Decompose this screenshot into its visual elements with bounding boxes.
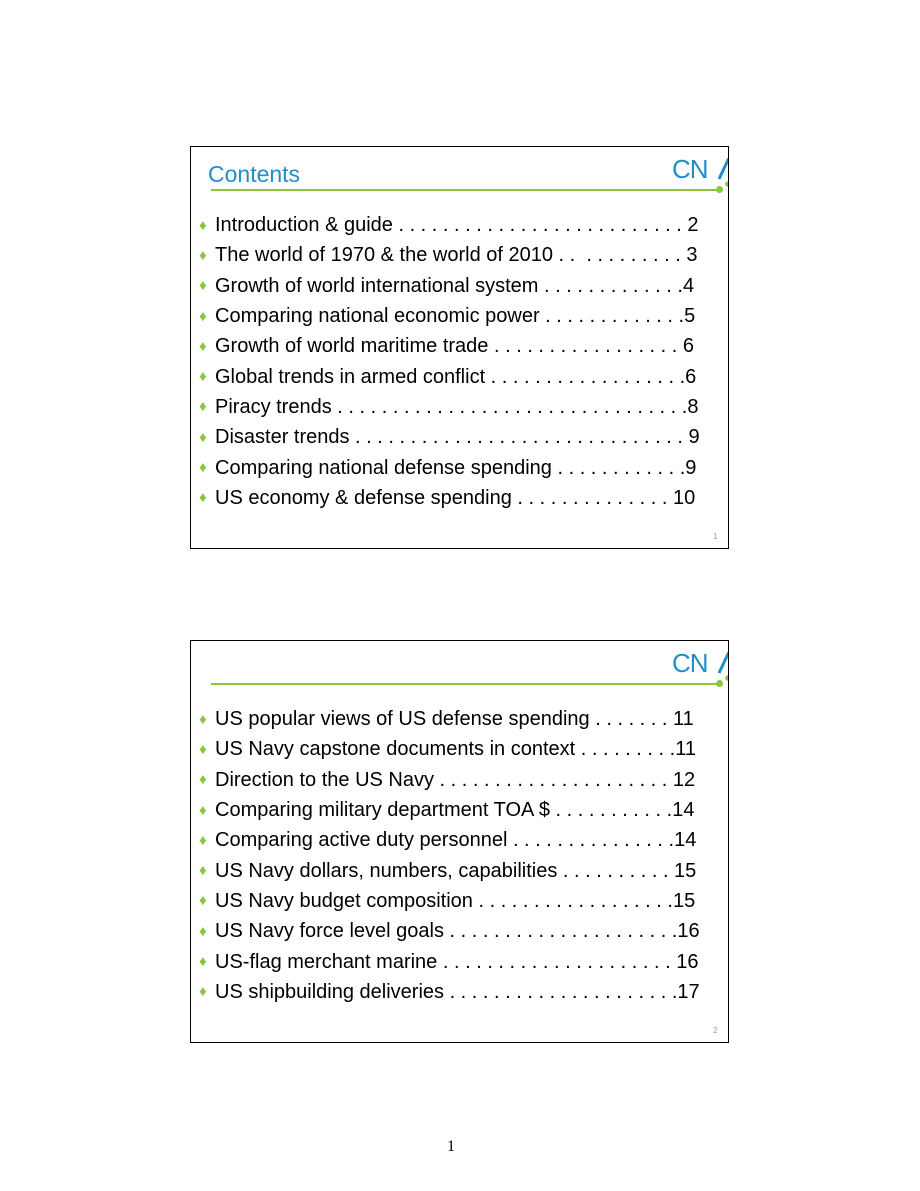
- logo-a-shape-icon: [717, 158, 729, 188]
- toc-item: [199, 271, 700, 301]
- toc-item: [199, 825, 700, 855]
- toc-entry-text: Comparing national economic power . . . . . . . . . . . . .5: [215, 305, 696, 328]
- title-divider: [211, 189, 719, 191]
- toc-item: [199, 946, 700, 976]
- toc-item: [199, 331, 700, 361]
- diamond-bullet-icon: ♦: [199, 398, 207, 416]
- toc-item: [199, 704, 700, 734]
- divider-dot: [716, 680, 723, 687]
- diamond-bullet-icon: ♦: [199, 953, 207, 971]
- diamond-bullet-icon: ♦: [199, 801, 207, 819]
- toc-entry-text: US Navy budget composition . . . . . . . . . . . . . . . . . .15: [215, 889, 696, 912]
- diamond-bullet-icon: ♦: [199, 428, 207, 446]
- toc-item: [199, 392, 700, 422]
- diamond-bullet-icon: ♦: [199, 337, 207, 355]
- toc-item: [199, 916, 700, 946]
- toc-item: [199, 210, 700, 240]
- toc-entry-text: Growth of world international system . . . . . . . . . . . . .4: [215, 274, 695, 297]
- diamond-bullet-icon: ♦: [199, 459, 207, 477]
- toc-item: [199, 301, 700, 331]
- cna-logo-icon: [672, 650, 729, 680]
- toc-item: [199, 765, 700, 795]
- toc-entry-text: The world of 1970 & the world of 2010 . . . . . . . . . . . 3: [215, 244, 698, 267]
- toc-item: [199, 361, 700, 391]
- page-number: 1: [447, 1138, 455, 1155]
- diamond-bullet-icon: ♦: [199, 983, 207, 1001]
- toc-entry-text: US economy & defense spending . . . . . . . . . . . . . . 10: [215, 486, 696, 509]
- toc-entry-text: US Navy force level goals . . . . . . . . . . . . . . . . . . . . .16: [215, 920, 700, 943]
- diamond-bullet-icon: ♦: [199, 216, 207, 234]
- diamond-bullet-icon: ♦: [199, 277, 207, 295]
- toc-entry-text: Direction to the US Navy . . . . . . . . . . . . . . . . . . . . . 12: [215, 768, 696, 791]
- toc-list: [199, 704, 700, 1007]
- diamond-bullet-icon: ♦: [199, 710, 207, 728]
- logo-a-shape-icon: [717, 652, 729, 682]
- toc-entry-text: Disaster trends . . . . . . . . . . . . . . . . . . . . . . . . . . . . . . 9: [215, 426, 700, 449]
- diamond-bullet-icon: ♦: [199, 771, 207, 789]
- diamond-bullet-icon: ♦: [199, 892, 207, 910]
- toc-entry-text: US popular views of US defense spending . . . . . . . 11: [215, 708, 694, 731]
- logo-text: CN: [672, 648, 708, 678]
- toc-entry-text: Comparing active duty personnel . . . . . . . . . . . . . . .14: [215, 829, 697, 852]
- toc-entry-text: Global trends in armed conflict . . . . . . . . . . . . . . . . . .6: [215, 365, 697, 388]
- toc-entry-text: Piracy trends . . . . . . . . . . . . . . . . . . . . . . . . . . . . . . . .8: [215, 395, 699, 418]
- toc-item: [199, 977, 700, 1007]
- toc-entry-text: US Navy capstone documents in context . . . . . . . . .11: [215, 738, 696, 761]
- toc-entry-text: Growth of world maritime trade . . . . . . . . . . . . . . . . . 6: [215, 335, 695, 358]
- diamond-bullet-icon: ♦: [199, 831, 207, 849]
- diamond-bullet-icon: ♦: [199, 922, 207, 940]
- diamond-bullet-icon: ♦: [199, 246, 207, 264]
- diamond-bullet-icon: ♦: [199, 740, 207, 758]
- toc-item: [199, 795, 700, 825]
- slide-2: [190, 640, 729, 1043]
- toc-item: [199, 240, 700, 270]
- toc-item: [199, 855, 700, 885]
- toc-entry-text: Introduction & guide . . . . . . . . . . . . . . . . . . . . . . . . . . 2: [215, 214, 699, 237]
- toc-entry-text: Comparing national defense spending . . . . . . . . . . . .9: [215, 456, 697, 479]
- toc-list: [199, 210, 700, 513]
- diamond-bullet-icon: ♦: [199, 489, 207, 507]
- toc-item: [199, 422, 700, 452]
- cna-logo-icon: [672, 156, 729, 186]
- toc-entry-text: US-flag merchant marine . . . . . . . . . . . . . . . . . . . . . 16: [215, 950, 699, 973]
- slide-number: 2: [713, 1026, 718, 1035]
- logo-text: CN: [672, 154, 708, 184]
- toc-item: [199, 886, 700, 916]
- divider-dot: [716, 186, 723, 193]
- toc-entry-text: Comparing military department TOA $ . . . . . . . . . . .14: [215, 799, 695, 822]
- slide-title: Contents: [208, 161, 301, 187]
- toc-entry-text: US shipbuilding deliveries . . . . . . . . . . . . . . . . . . . . .17: [215, 980, 700, 1003]
- diamond-bullet-icon: ♦: [199, 862, 207, 880]
- toc-item: [199, 483, 700, 513]
- diamond-bullet-icon: ♦: [199, 307, 207, 325]
- title-divider: [211, 683, 719, 685]
- slide-number: 1: [713, 532, 718, 541]
- toc-entry-text: US Navy dollars, numbers, capabilities . . . . . . . . . . 15: [215, 859, 697, 882]
- toc-item: [199, 734, 700, 764]
- toc-item: [199, 452, 700, 482]
- slide-1: [190, 146, 729, 549]
- diamond-bullet-icon: ♦: [199, 368, 207, 386]
